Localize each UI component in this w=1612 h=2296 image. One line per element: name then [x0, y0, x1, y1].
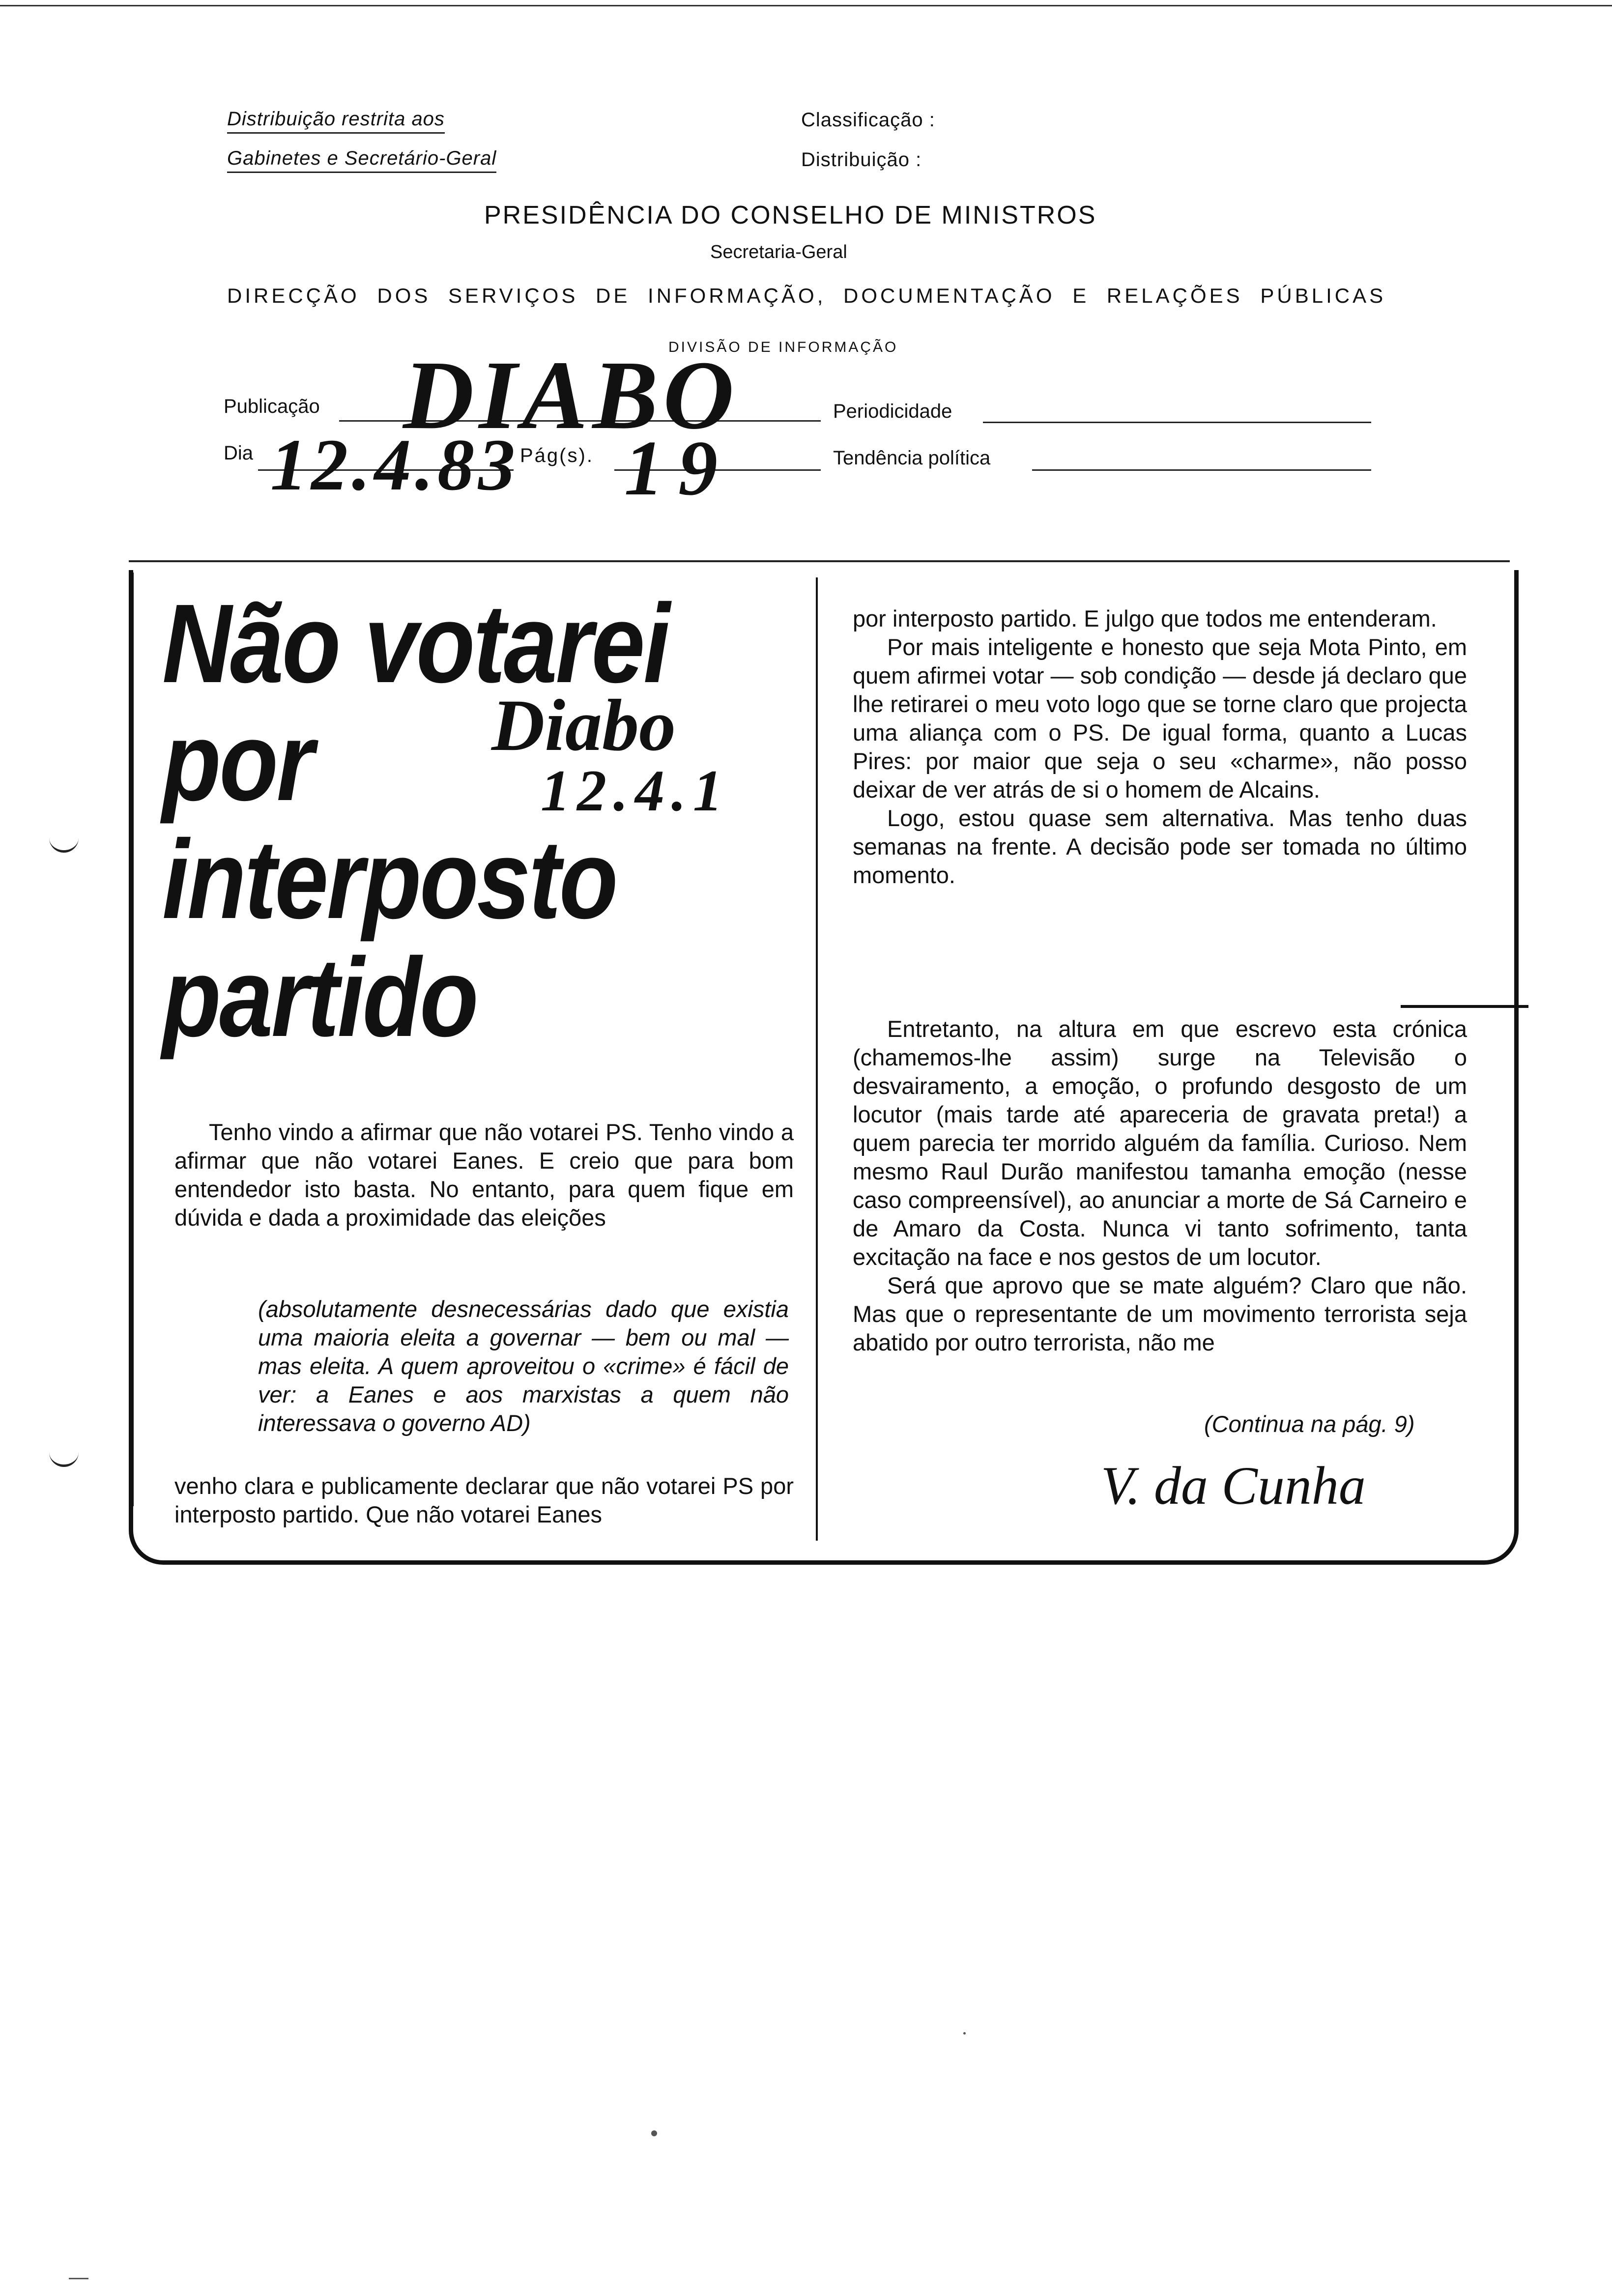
- right-paragraph-2: Por mais inteligente e honesto que seja Mota Pinto, em quem afirmei votar — sob condição — desde já declaro que lhe retirarei o meu voto logo que se torne claro que projecta uma aliança com o PS. De igual forma, quanto a Lucas Pires: por maior que seja o seu «charme», não posso deixar de ver atrás de si o homem de Alcains.: [853, 634, 1467, 803]
- headline-line-3: interposto: [162, 817, 617, 942]
- stray-mark-bottom: [69, 2278, 88, 2279]
- margin-tick-1: [49, 835, 79, 853]
- headline-line-2: por: [162, 699, 313, 824]
- periodicidade-line: [983, 422, 1371, 423]
- left-column-text: [174, 1118, 794, 1232]
- continua-note: (Continua na pág. 9): [1204, 1411, 1415, 1437]
- right-paragraph-4: Entretanto, na altura em que escrevo esta crónica (chamemos-lhe assim) surge na Televisão o desvairamento, a emoção, o profundo desgosto de um locutor (mais tarde até apareceria de gravata preta!) a quem parecia ter morrido alguém da família. Curioso. Nem mesmo Raul Durão manifestou tamanha emoção (nesse caso compreensível), ao anunciar a morte de Sá Carneiro e de Amaro da Costa. Nunca vi tanto sofrimento, tanta excitação na face e nos gestos de um locutor.: [853, 1016, 1467, 1270]
- headline-line-1: Não votarei: [162, 581, 669, 706]
- divisao-line: DIVISÃO DE INFORMAÇÃO: [668, 339, 898, 355]
- handwritten-date: 12.4.1: [541, 758, 729, 823]
- headline-line-4: partido: [162, 935, 477, 1060]
- classificacao-label: Classificação :: [801, 109, 935, 131]
- stray-dot: [651, 2130, 657, 2136]
- presidencia-title: PRESIDÊNCIA DO CONSELHO DE MINISTROS: [484, 201, 1097, 230]
- right-paragraph-5: Será que aprovo que se mate alguém? Claro que não. Mas que o representante de um movimento terrorista seja abatido por outro terrorista, não me: [853, 1272, 1467, 1355]
- left-quote: (absolutamente desnecessárias dado que existia uma maioria eleita a governar — bem ou mal — mas eleita. A quem aproveitou o «crime» é fácil de ver: a Eanes e aos marxistas a quem não interessava o governo AD): [258, 1296, 789, 1436]
- tendencia-label: Tendência política: [833, 447, 991, 469]
- stray-speck: [963, 2032, 966, 2035]
- tendencia-line: [1032, 469, 1371, 471]
- periodicidade-label: Periodicidade: [833, 401, 952, 422]
- left-paragraph-1: Tenho vindo a afirmar que não votarei PS. Tenho vindo a afirmar que não votarei Eanes. E creio que para bom entendedor isto basta. No entanto, para quem fique em dúvida e dada a proximidade das eleições: [174, 1119, 794, 1231]
- publicacao-label: Publicação: [224, 396, 320, 417]
- column-divider: [816, 577, 818, 1541]
- distribution-line-2: Gabinetes e Secretário-Geral: [227, 147, 496, 173]
- pag-handwritten: 19: [624, 424, 732, 512]
- signature: V. da Cunha: [1101, 1456, 1366, 1516]
- dia-handwritten: 12.4.83: [270, 424, 519, 506]
- right-column-text: [853, 604, 1467, 890]
- top-rule: [0, 5, 1612, 6]
- right-column-text-2: [853, 1015, 1467, 1357]
- margin-tick-2: [49, 1450, 79, 1467]
- dia-label: Dia: [224, 442, 254, 464]
- clipping-left-border: [129, 573, 134, 1506]
- left-paragraph-2: venho clara e publicamente declarar que não votarei PS por interposto partido. Que não votarei Eanes: [174, 1473, 794, 1527]
- pag-label: Pág(s).: [520, 445, 594, 466]
- distribuicao-label: Distribuição :: [801, 149, 922, 171]
- left-column-text-2: [174, 1472, 794, 1529]
- right-paragraph-1: por interposto partido. E julgo que todos me entenderam.: [853, 605, 1437, 631]
- publicacao-handwritten: DIABO: [403, 341, 739, 450]
- handwritten-source: Diabo: [491, 685, 676, 766]
- direccao-line: DIRECÇÃO DOS SERVIÇOS DE INFORMAÇÃO, DOCUMENTAÇÃO E RELAÇÕES PÚBLICAS: [227, 284, 1386, 307]
- distribution-line-1: Distribuição restrita aos: [227, 108, 445, 134]
- right-paragraph-3: Logo, estou quase sem alternativa. Mas tenho duas semanas na frente. A decisão pode ser tomada no último momento.: [853, 805, 1467, 888]
- secretaria-subtitle: Secretaria-Geral: [710, 242, 847, 262]
- clipping-top-rule: [129, 560, 1510, 562]
- margin-mark: [1401, 1005, 1528, 1008]
